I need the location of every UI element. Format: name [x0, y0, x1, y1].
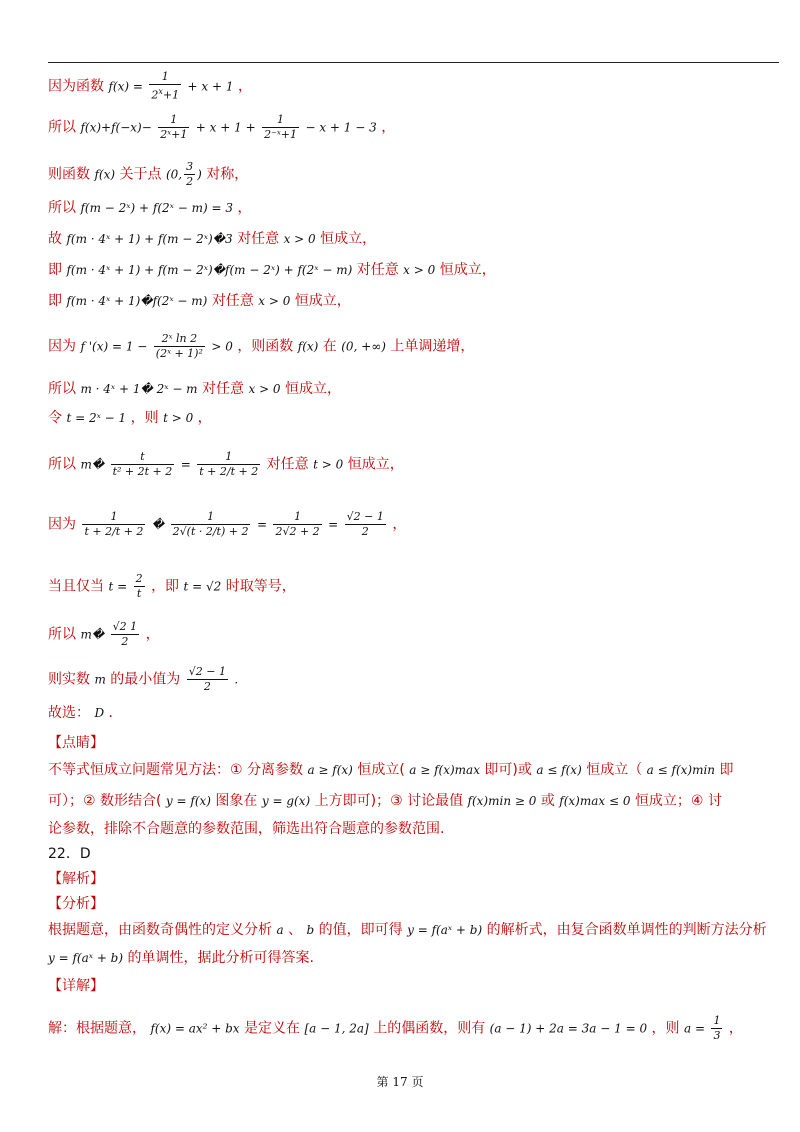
punctuation: ，: [392, 516, 407, 533]
math: f '(x) = 1 −: [80, 339, 148, 354]
punctuation: .: [234, 672, 239, 687]
text: 恒成立；④ 讨: [634, 793, 722, 809]
comment-line-3: [48, 819, 444, 839]
math: a: [276, 923, 284, 937]
text: 时取等号，: [225, 578, 296, 595]
punctuation: ，: [728, 1020, 743, 1037]
math: a ≥ f(x)max: [409, 763, 480, 777]
math: f(m · 4ˣ + 1) + f(m − 2ˣ)�3: [66, 232, 233, 246]
text: 因为: [48, 516, 76, 533]
math: − x + 1 − 3: [305, 120, 377, 135]
text: 22．D: [48, 846, 91, 862]
math: m · 4ˣ + 1� 2ˣ − m: [80, 382, 198, 396]
punctuation: ，: [145, 626, 160, 643]
math: m�: [80, 457, 105, 472]
solution-line-15: [48, 665, 238, 694]
fraction: [711, 1014, 722, 1043]
fraction: [187, 665, 228, 694]
denominator: 2: [121, 635, 129, 648]
math: f(m · 4ˣ + 1)�f(2ˣ − m): [66, 294, 208, 308]
fraction: [273, 510, 321, 539]
math: a ≥ f(x): [307, 763, 353, 777]
detail-line-1: [48, 1014, 743, 1043]
math: f(x) =: [108, 79, 143, 94]
math: =: [180, 457, 191, 472]
text: 因为函数: [48, 78, 104, 95]
numerator: 1: [197, 450, 260, 465]
text: 【点睛】: [48, 735, 104, 751]
denominator: t + 2/t + 2: [84, 525, 144, 538]
math: (a − 1) + 2a = 3a − 1 = 0: [489, 1021, 648, 1036]
math: x > 0: [283, 232, 316, 246]
section-heading-detail: [48, 976, 104, 996]
text: 恒成立，: [347, 456, 404, 473]
numerator: 2: [135, 572, 143, 585]
text: 解：根据题意，: [48, 1020, 146, 1037]
text: 上的偶函数，则有: [373, 1020, 486, 1037]
text: 可）；② 数形结合(: [48, 793, 162, 809]
text: 恒成立，: [285, 381, 342, 397]
numerator: √2 − 1: [188, 665, 226, 678]
solution-line-4: [48, 198, 251, 218]
solution-line-11: [48, 450, 404, 479]
punctuation: ，: [381, 119, 396, 136]
denominator: 2: [186, 175, 194, 188]
text: 即: [48, 293, 62, 309]
solution-line-1: [48, 70, 252, 103]
fraction: [158, 113, 189, 142]
fraction: [111, 450, 175, 479]
text: 的值，即可得: [318, 922, 403, 938]
numerator: 1: [713, 1014, 721, 1027]
page-number: 第 17 页: [376, 1075, 424, 1089]
math: y = g(x): [261, 794, 311, 808]
text: 论参数，排除不合题意的参数范围，筛选出符合题意的参数范围.: [48, 821, 445, 837]
analysis-line-2: [48, 948, 314, 968]
text: 是定义在: [244, 1020, 301, 1037]
punctuation: ，: [237, 78, 252, 95]
math: m�: [80, 627, 105, 642]
text: 对任意: [266, 456, 309, 473]
text: 当且仅当: [48, 578, 104, 595]
denominator: 2: [203, 680, 211, 693]
text: 对任意: [211, 293, 254, 309]
text: 的单调性，据此分析可得答案.: [127, 950, 314, 966]
numerator: √2 1: [112, 620, 138, 633]
fraction: [262, 113, 299, 142]
fraction: [345, 510, 386, 539]
text: 所以: [48, 381, 76, 397]
text: 故: [48, 231, 62, 247]
text: 【解析】: [48, 871, 104, 887]
text: 【分析】: [48, 896, 104, 912]
text: ，则: [130, 410, 159, 426]
math: =: [256, 517, 267, 532]
math: x > 0: [248, 382, 281, 396]
text: 上方即可)；③ 讨论最值: [314, 793, 464, 809]
section-heading-breakdown: [48, 894, 104, 914]
denominator: t: [136, 587, 142, 600]
comment-line-1: [48, 760, 733, 780]
section-heading-analysis: [48, 869, 104, 889]
math: f(x)max ≤ 0: [559, 794, 631, 808]
math: D: [94, 706, 105, 720]
math: f(x): [94, 167, 116, 182]
denominator: [149, 85, 181, 103]
text: 即可)或: [484, 762, 532, 778]
text: 恒成立，: [439, 262, 496, 278]
fraction: [197, 450, 260, 479]
text: 对任意: [356, 262, 399, 278]
numerator: 1: [149, 70, 181, 85]
math: y = f(aˣ + b): [407, 923, 483, 937]
text: 恒成立（: [586, 762, 643, 778]
fraction: [184, 160, 195, 189]
analysis-line-1: [48, 920, 767, 940]
section-heading-comment: [48, 733, 104, 753]
text: 所以: [48, 200, 76, 216]
math: f(m − 2ˣ) + f(2ˣ − m) = 3: [80, 201, 233, 215]
numerator: 1: [171, 510, 251, 525]
math: =: [328, 517, 339, 532]
punctuation: ，: [237, 200, 252, 216]
solution-line-6: [48, 260, 496, 280]
denominator: 2ˣ+1: [160, 128, 188, 141]
math: t > 0: [313, 457, 344, 472]
text: 即: [48, 262, 62, 278]
text: 对任意: [237, 231, 280, 247]
denominator: 3: [713, 1029, 721, 1042]
numerator: 1: [82, 510, 145, 525]
text: 所以: [48, 456, 76, 473]
text: 的最小值为: [110, 671, 181, 688]
solution-line-13: [48, 572, 296, 601]
text: 恒成立，: [294, 293, 351, 309]
denominator: t² + 2t + 2: [112, 465, 173, 478]
fraction: [149, 70, 181, 103]
math: y = f(x): [165, 794, 211, 808]
denominator: 2⁻ˣ+1: [264, 128, 298, 141]
text: 令: [48, 410, 62, 426]
fraction: [111, 620, 140, 649]
text: 即: [719, 762, 734, 778]
solution-line-14: [48, 620, 160, 649]
solution-line-2: [48, 113, 395, 142]
math: a ≤ f(x)min: [646, 763, 716, 777]
solution-line-9: [48, 379, 341, 399]
math: ): [197, 167, 202, 182]
text: 关于点: [119, 166, 162, 183]
numerator: 1: [158, 113, 189, 128]
solution-line-7: [48, 291, 351, 311]
denominator: 2√2 + 2: [275, 525, 320, 538]
math: (0, +∞): [341, 339, 386, 354]
exponent: x: [158, 87, 163, 96]
text: 恒成立(: [357, 762, 405, 778]
denominator: 2√(t · 2/t) + 2: [172, 525, 249, 538]
numerator: 2ˣ ln 2: [154, 332, 205, 347]
text: ，即: [151, 578, 180, 595]
math: x > 0: [403, 263, 436, 277]
math: a ≤ f(x): [536, 763, 582, 777]
math: (0,: [165, 167, 183, 182]
text: 根据题意，由函数奇偶性的定义分析: [48, 922, 272, 938]
text: 、: [288, 922, 303, 938]
text: ，则: [651, 1020, 680, 1037]
text: 恒成立，: [320, 231, 377, 247]
denominator: (2ˣ + 1)²: [155, 347, 203, 360]
punctuation: ．: [108, 705, 123, 721]
solution-line-16: [48, 703, 123, 723]
solution-line-10: [48, 408, 212, 428]
math: > 0: [211, 339, 233, 354]
denominator-rest: +1: [162, 88, 180, 102]
math: �: [151, 517, 165, 532]
text: 在: [322, 338, 337, 355]
text: 上单调递增，: [390, 338, 475, 355]
numerator: 3: [186, 160, 194, 173]
text: 【详解】: [48, 978, 104, 994]
numerator: t: [111, 450, 175, 465]
text: 则实数: [48, 671, 90, 688]
text: 对称，: [206, 166, 249, 183]
fraction: [82, 510, 145, 539]
math: f(x)min ≥ 0: [467, 794, 537, 808]
math: f(m · 4ˣ + 1) + f(m − 2ˣ)�f(m − 2ˣ) + f(2ˣ − m): [66, 263, 353, 277]
denominator: 2: [361, 525, 369, 538]
numerator: 1: [273, 510, 321, 525]
math: t =: [108, 579, 128, 594]
text: 所以: [48, 626, 76, 643]
text: ，则函数: [237, 338, 294, 355]
math: y = f(aˣ + b): [48, 951, 124, 965]
solution-line-8: [48, 332, 474, 361]
denominator: t + 2/t + 2: [199, 465, 259, 478]
math: + x + 1 +: [195, 120, 256, 135]
punctuation: ，: [197, 410, 212, 426]
math: m: [94, 672, 106, 687]
math: x > 0: [258, 294, 291, 308]
text: 因为: [48, 338, 76, 355]
text: 所以: [48, 119, 76, 136]
math: f(x)+f(−x)−: [80, 120, 152, 135]
math: t = √2: [183, 579, 222, 594]
math: b: [306, 923, 315, 937]
fraction: [154, 332, 205, 361]
text: 的解析式，由复合函数单调性的判断方法分析: [486, 922, 767, 938]
numerator: 1: [262, 113, 299, 128]
math: f(x): [297, 339, 319, 354]
text: 则函数: [48, 166, 90, 183]
text: 不等式恒成立问题常见方法：① 分离参数: [48, 762, 303, 778]
math: a =: [683, 1021, 706, 1036]
solution-line-12: [48, 510, 406, 539]
solution-line-5: [48, 229, 376, 249]
math: + x + 1: [187, 79, 234, 94]
solution-line-3: [48, 160, 248, 189]
math: t = 2ˣ − 1: [66, 411, 127, 425]
comment-line-2: [48, 791, 722, 811]
math: t > 0: [163, 411, 194, 425]
base: 2: [151, 88, 159, 102]
header-rule: [48, 62, 779, 63]
fraction: [134, 572, 145, 601]
math: [a − 1, 2a]: [304, 1021, 369, 1036]
question-number: [48, 844, 91, 864]
text: 故选：: [48, 705, 90, 721]
numerator: √2 − 1: [346, 510, 384, 523]
text: 或: [540, 793, 555, 809]
text: 对任意: [202, 381, 245, 397]
math: f(x) = ax² + bx: [150, 1021, 240, 1036]
fraction: [171, 510, 251, 539]
text: 图象在: [215, 793, 258, 809]
